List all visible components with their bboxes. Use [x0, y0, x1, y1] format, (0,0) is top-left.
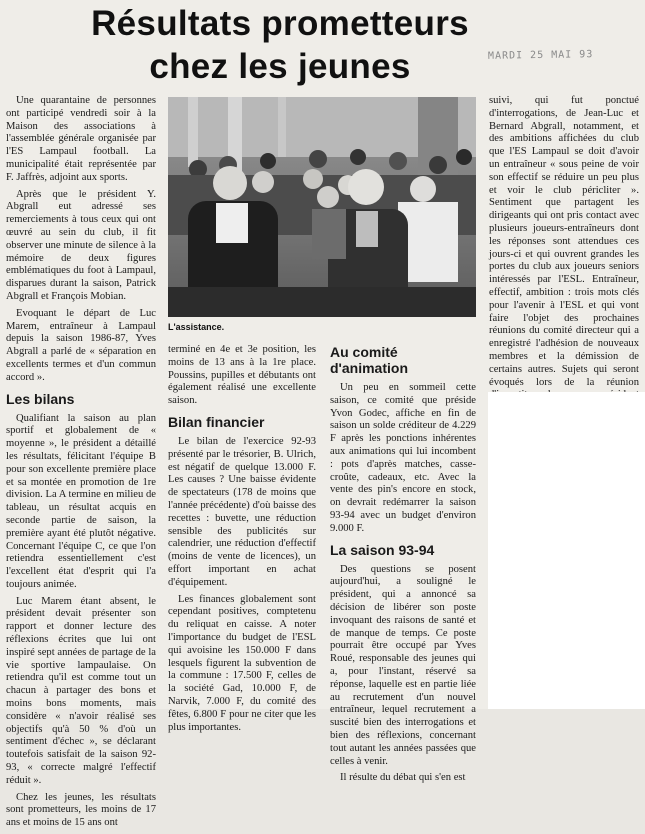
paragraph: Des questions se posent aujourd'hui, a souligné le président, qui a annoncé sa décision de libérer son poste invoquant des raisons de santé et de manque de temps. Ce poste pourrait être occupé par Yves Roué, responsable des jeunes qui a, pour l'instant, réservé sa réponse, laquelle est en partie liée au recrutement d'un nouvel entraîneur, lequel recrutement a suscité bien des interrogations et bien des réflexions, concernant tout autant les années passées que celles à venir.: [330, 563, 476, 767]
column-1: [6, 95, 156, 834]
paragraph: Les finances globalement sont cependant positives, comptetenu du reliquat en caisse. A noter l'importance du budget de l'ESL qui avoisine les 150.000 F dans lesquels figurent la subvention de la commune : 17.500 F, celles de la société Gad, 10.000 F, de Narvik, 7.000 F, du comité des fêtes, 6.800 F pour ne citer que les plus importantes.: [168, 593, 316, 733]
subheading-bilan-financier: Bilan financier: [168, 413, 265, 430]
paragraph: Chez les jeunes, les résultats sont prometteurs, les moins de 17 ans et moins de 15 ans ont: [6, 791, 156, 829]
paragraph: Luc Marem étant absent, le président devait présenter son rapport et donner lecture des réflexions écrites que lui ont inspiré sept années de partage de la vie sportive lampaulaise. On retiendra qu'il est comme tout un chacun à partager des bons et moins bons moments, mais considère « n'avoir réalisé ses objectifs qu'à 50 % d'où un sentiment d'échec », se déclarant toutefois satisfait de la saison 92-93, « correcte malgré l'effectif réduit ».: [6, 595, 156, 786]
subheading-bilans: Les bilans: [6, 390, 75, 407]
column-2: [168, 344, 316, 738]
subheading-comite: Au comité d'animation: [330, 344, 408, 376]
audience-photo-illustration: [168, 97, 476, 317]
subheading-saison: La saison 93-94: [330, 541, 435, 558]
column-3: [330, 344, 476, 789]
date-stamp: MARDI 25 MAI 93: [487, 49, 594, 62]
paragraph: suivi, qui fut ponctué d'interrogations, de Jean-Luc et Bernard Abgrall, notamment, et des ambitions affichées du club que l'ES Lampaul se doit d'avoir un entraîneur « sous peine de voir son effectif se réduire un peu plus et voir le club péricliter ». Sentiment que partagent les dirigeants qui ont pris contact avec plusieurs joueurs-entraîneurs dont les réponses sont attendues ces jours-ci et qui ouvrent grandes les portes du club aux joueurs seniors intéressés par l'ESL. Entraîneur, effectif, ambition : trois mots clés pour l'avenir à l'ESL et qui vont faire l'objet des prochaines réunions du comité directeur qui a enregistré l'adhésion de nouveaux membres et la démission de certains autres. Sujets qui seront évoqués lors de la réunion: [489, 95, 639, 388]
blank-area: [488, 392, 645, 709]
paragraph: Une quarantaine de personnes ont participé vendredi soir à la Maison des associations à l'assemblée générale organisée par l'ES Lampaul football. La municipalité était représentée par F. Jaffrès, adjoint aux sports.: [6, 95, 156, 183]
headline: [70, 2, 490, 88]
paragraph: Il résulte du débat qui s'en est: [340, 772, 466, 784]
paragraph: Le bilan de l'exercice 92-93 présenté par le trésorier, B. Ulrich, est négatif de quelque 13.000 F. Les causes ? Une baisse évidente de spectateurs (178 de moins que l'année précédente) d'où baisse des recettes : buvette, une réduction sensible des publicités sur calendrier, une réduction d'effectif (moins de vente de licences), un effort important en achat d'équipement.: [168, 435, 316, 588]
paragraph: terminé en 4e et 3e position, les moins de 13 ans à la 1re place. Poussins, pupilles et débutants ont également réalisé une excellente saison.: [168, 344, 316, 407]
assembly-photo: [168, 97, 476, 317]
paragraph: Un peu en sommeil cette saison, ce comité que préside Yvon Godec, affiche en fin de saison un solde créditeur de 4.229 F après les ponctions inhérentes aux animations qui lui incombent : pots d'après matches, casse-croûte, cadeaux, etc. Avec la vente des pin's encore en stock, on devrait redémarrer la saison 93-94 avec un budget d'environ 9.000 F.: [330, 382, 476, 534]
headline-line-2: chez les jeunes: [149, 47, 411, 86]
headline-line-1: Résultats prometteurs: [91, 4, 469, 43]
photo-caption: L'assistance.: [168, 322, 225, 332]
paragraph: Après que le président Y. Abgrall eut adressé ses remerciements à tous ceux qui ont œuvré au sein du club, il fit observer une minute de silence à la mémoire de deux figures emblématiques du foot à Lampaul, disparues durant la saison, Patrick Abgrall et François Mobian.: [6, 188, 156, 302]
paragraph: Evoquant le départ de Luc Marem, entraîneur à Lampaul depuis la saison 1986-87, Yves Abgrall a parlé de « séparation en excellents termes et d'un commun accord ».: [6, 307, 156, 383]
paragraph: Qualifiant la saison au plan sportif et globalement de « moyenne », le président a détaillé les résultats, félicitant l'équipe B pour son excellente première place et sa montée en promotion de 1re division. La A termine en milieu de tableau, un résultat acquis en seconde partie de saison, la première ayant été plutôt négative. Concernant l'équipe C, ce que l'on retiendra essentiellement c'est l'excellent état d'esprit qui l'a toujours animée.: [6, 412, 156, 590]
